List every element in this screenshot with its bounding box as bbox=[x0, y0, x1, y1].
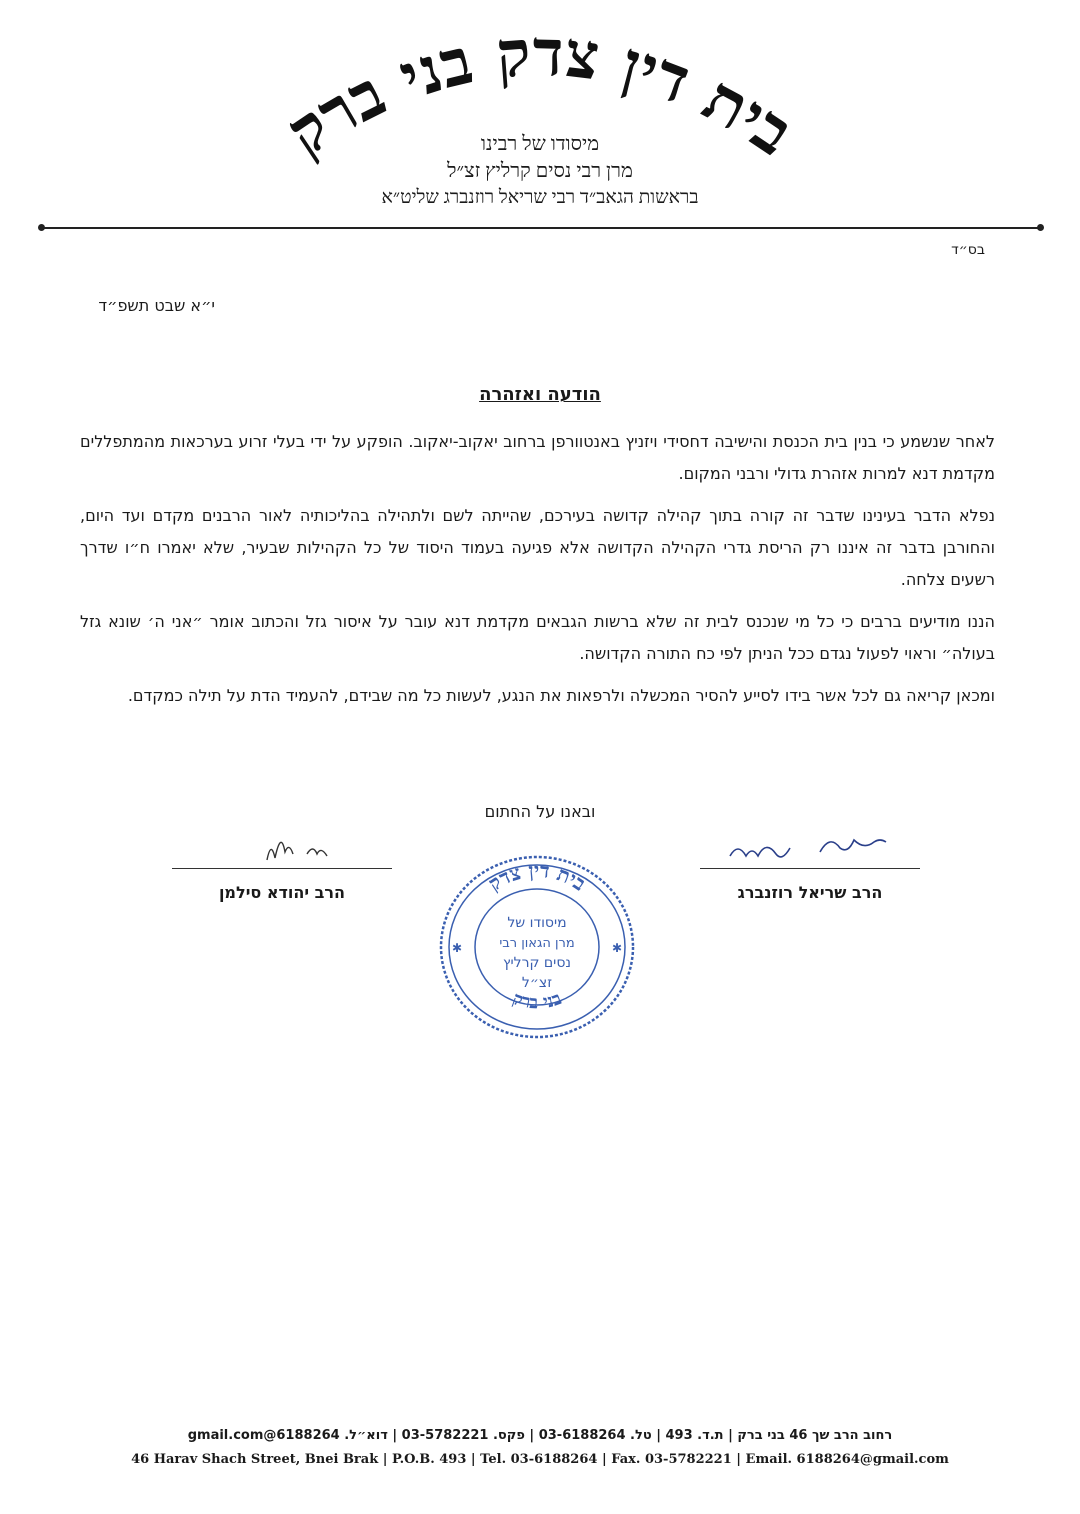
letterhead-title-text: בית דין צדק בני ברק bbox=[273, 15, 807, 171]
signature-scribble-left bbox=[172, 830, 392, 864]
stamp-star-left: ✱ bbox=[451, 941, 463, 955]
signature-block-left bbox=[172, 830, 392, 902]
stamp-inner-2: מרן הגאון רבי bbox=[499, 936, 575, 951]
signature-line-right bbox=[700, 868, 920, 869]
signature-line-left bbox=[172, 868, 392, 869]
stamp-bottom-text: בני ברק bbox=[509, 987, 565, 1014]
stamp-inner-1: מיסודו של bbox=[507, 915, 567, 931]
letterhead-line-founder: מיסודו של רבינו bbox=[480, 133, 600, 155]
paragraph-1: לאחר שנשמע כי בנין בית הכנסת והישיבה דחסידי ויזניץ באנטוורפן ברחוב יאקוב-יאקוב. הופקע על ידי בעלי זרוע בערכאות מהמתפללים מקדמת דנא למרות אזהרת גדולי ורבני המקום. bbox=[80, 432, 995, 483]
signature-scribble-right bbox=[700, 830, 920, 864]
closing-line: ובאנו על החתום bbox=[484, 802, 596, 821]
svg-text:בני ברק bbox=[510, 988, 565, 1014]
signature-block-right bbox=[700, 830, 920, 902]
stamp-inner-4: זצ״ל bbox=[521, 975, 553, 991]
stamp-top-text: בית דין צדק bbox=[483, 857, 591, 896]
stamp-star-right: ✱ bbox=[611, 941, 623, 955]
signatory-name-left: הרב יהודא סילמן bbox=[218, 883, 346, 902]
letter-heading: הודעה ואזהרה bbox=[479, 384, 601, 405]
stamp-inner-3: נסים קרליץ bbox=[502, 955, 572, 971]
letter-date: י״א שבט תשפ״ד bbox=[98, 296, 215, 315]
signatory-name-right: הרב שריאל רוזנברג bbox=[737, 883, 883, 902]
letterhead-line-head: בראשות הגאב״ד רבי שריאל רוזנברג שליט״א bbox=[381, 187, 699, 208]
paragraph-3: הננו מודיעים ברבים כי כל מי שנכנס לבית זה שלא ברשות הגבאים מקדמת דנא עובר על איסור גזל והכתוב אומר ״אני ה׳ שונא גזל בעולה״ וראוי לפעול נגדם ככל הניתן לפי כח התורה הקדושה. bbox=[80, 612, 995, 663]
footer-hebrew: רחוב הרב שך 46 בני ברק | ת.ד. 493 | טל. 03-6188264 | פקס. 03-5782221 | דוא״ל. 6188264@gmail.com bbox=[187, 1428, 893, 1443]
letterhead-divider bbox=[40, 227, 1042, 229]
paragraph-2: נפלא הדבר בעינינו שדבר זה קורה בתוך קהילה קדושה בעירכם, שהייתה לשם ולתהילה בהליכותיה לאור הרבנים מקדם ועד היום, והחורבן בדבר זה איננו רק הריסת גדרי הקהילה הקדושה אלא פגיעה בעמוד היסוד של כל הקהילות שבעיר, שלא יאמרו ח״ו שדרך רשעים צלחה. bbox=[80, 506, 995, 589]
letter-body bbox=[80, 426, 995, 722]
letterhead-line-rabbi: מרן רבי נסים קרליץ זצ״ל bbox=[447, 160, 633, 182]
bsd-mark: בס״ד bbox=[951, 242, 985, 258]
court-stamp bbox=[437, 852, 637, 1042]
footer-english: 46 Harav Shach Street, Bnei Brak | P.O.B. 493 | Tel. 03-6188264 | Fax. 03-5782221 | Email. 6188264@gmail.com bbox=[131, 1452, 949, 1467]
paragraph-4: ומכאן קריאה גם לכל אשר בידו לסייע להסיר המכשלה ולרפאות את הנגע, לעשות כל מה שבידם, להעמיד הדת על תילה כמקדם. bbox=[127, 686, 995, 705]
